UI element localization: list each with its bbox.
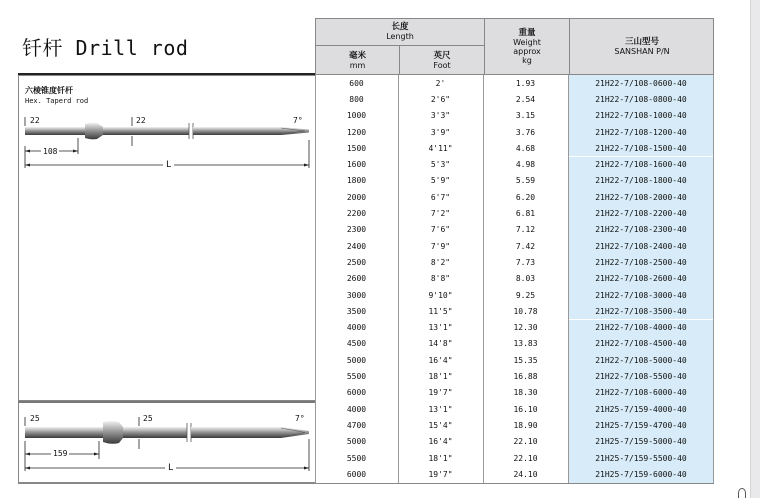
mm-cell: 2300 bbox=[346, 225, 367, 235]
mm-cell: 5500 bbox=[346, 453, 367, 463]
part-number-cell: 21H22-7/108-1000-40 bbox=[568, 108, 714, 124]
foot-cn-label: 英尺 bbox=[433, 50, 451, 61]
table-row bbox=[315, 352, 714, 368]
part-number-cell: 21H25-7/159-5000-40 bbox=[568, 434, 714, 450]
table-row bbox=[315, 287, 714, 303]
part-number-cell: 21H22-7/108-1200-40 bbox=[568, 124, 714, 140]
foot-cell: 16'4" bbox=[428, 355, 453, 365]
part-number-cell: 21H22-7/108-6000-40 bbox=[568, 385, 714, 401]
table-row bbox=[315, 189, 714, 205]
page-title-cell bbox=[18, 18, 315, 75]
part-number-cell: 21H22-7/108-0800-40 bbox=[568, 91, 714, 107]
weight-cell: 16.88 bbox=[513, 372, 538, 382]
part-number-cell: 21H25-7/159-4700-40 bbox=[568, 417, 714, 433]
model-header bbox=[570, 19, 714, 75]
foot-cell: 2' bbox=[435, 78, 446, 88]
part-number-cell: 21H22-7/108-4000-40 bbox=[568, 320, 714, 336]
weight-unit-label: kg bbox=[522, 56, 532, 65]
table-row bbox=[315, 336, 714, 352]
table-row bbox=[315, 401, 714, 417]
table-row bbox=[315, 108, 714, 124]
table-row bbox=[315, 205, 714, 221]
weight-cell: 6.20 bbox=[515, 192, 536, 202]
table-row bbox=[315, 238, 714, 254]
foot-cell: 7'6" bbox=[430, 225, 451, 235]
product2-angle: 7° bbox=[295, 414, 305, 423]
mm-cn-label: 毫米 bbox=[348, 50, 366, 61]
table-row bbox=[315, 222, 714, 238]
table-row bbox=[315, 320, 714, 336]
weight-cell: 18.90 bbox=[513, 421, 538, 431]
table-row bbox=[315, 271, 714, 287]
table-row bbox=[315, 75, 714, 91]
mm-cell: 1800 bbox=[346, 176, 367, 186]
part-number-cell: 21H22-7/108-2300-40 bbox=[568, 222, 714, 238]
mm-cell: 5500 bbox=[346, 372, 367, 382]
product2-dia-mid: 25 bbox=[143, 414, 153, 423]
part-number-cell: 21H22-7/108-2400-40 bbox=[568, 238, 714, 254]
foot-cell: 4'11" bbox=[428, 143, 453, 153]
foot-en-label: Foot bbox=[433, 60, 451, 70]
weight-cell: 22.10 bbox=[513, 453, 538, 463]
weight-cell: 1.93 bbox=[515, 78, 536, 88]
mm-cell: 1000 bbox=[346, 111, 367, 121]
foot-cell: 18'1" bbox=[428, 453, 453, 463]
foot-cell: 11'5" bbox=[428, 306, 453, 316]
mm-cell: 4000 bbox=[346, 404, 367, 414]
mm-cell: 5000 bbox=[346, 355, 367, 365]
weight-cell: 6.81 bbox=[515, 209, 536, 219]
weight-approx-label: approx bbox=[513, 47, 541, 56]
weight-cell: 7.42 bbox=[515, 241, 536, 251]
foot-cell: 18'1" bbox=[428, 372, 453, 382]
product1-name-cn: 六棱锥度钎杆 bbox=[25, 86, 73, 95]
mm-cell: 5000 bbox=[346, 437, 367, 447]
table-row bbox=[315, 173, 714, 189]
mm-cell: 2000 bbox=[346, 192, 367, 202]
product1-dia-mid: 22 bbox=[136, 116, 146, 125]
weight-cell: 22.10 bbox=[513, 437, 538, 447]
foot-cell: 16'4" bbox=[428, 437, 453, 447]
scrollbar-track[interactable] bbox=[750, 0, 760, 498]
product2-shank: 159 bbox=[53, 449, 68, 458]
table-row bbox=[315, 417, 714, 433]
foot-cell: 13'1" bbox=[428, 323, 453, 333]
product1-length-label: L bbox=[163, 160, 174, 170]
mm-cell: 6000 bbox=[346, 470, 367, 480]
weight-cell: 13.83 bbox=[513, 339, 538, 349]
foot-cell: 13'1" bbox=[428, 404, 453, 414]
foot-header bbox=[400, 46, 484, 75]
weight-cell: 18.30 bbox=[513, 388, 538, 398]
table-row bbox=[315, 124, 714, 140]
foot-cell: 8'8" bbox=[430, 274, 451, 284]
mm-cell: 4700 bbox=[346, 421, 367, 431]
product2-length-label: L bbox=[165, 463, 176, 473]
table-header bbox=[18, 18, 714, 75]
foot-cell: 19'7" bbox=[428, 388, 453, 398]
foot-cell: 3'9" bbox=[430, 127, 451, 137]
weight-cell: 2.54 bbox=[515, 94, 536, 104]
mm-cell: 1500 bbox=[346, 143, 367, 153]
weight-cell: 7.12 bbox=[515, 225, 536, 235]
mm-cell: 1200 bbox=[346, 127, 367, 137]
foot-cell: 9'10" bbox=[428, 290, 453, 300]
weight-cell: 4.68 bbox=[515, 143, 536, 153]
foot-cell: 8'2" bbox=[430, 257, 451, 267]
part-number-cell: 21H22-7/108-1600-40 bbox=[568, 157, 714, 173]
part-number-cell: 21H22-7/108-5500-40 bbox=[568, 368, 714, 384]
model-en-label: SANSHAN P/N bbox=[614, 47, 670, 56]
table-row bbox=[315, 450, 714, 466]
weight-cell: 24.10 bbox=[513, 470, 538, 480]
part-number-cell: 21H22-7/108-1500-40 bbox=[568, 140, 714, 156]
part-number-cell: 21H22-7/108-2500-40 bbox=[568, 254, 714, 270]
mm-cell: 2600 bbox=[346, 274, 367, 284]
weight-cell: 9.25 bbox=[515, 290, 536, 300]
weight-en-label: Weight bbox=[513, 38, 541, 47]
part-number-cell: 21H22-7/108-1800-40 bbox=[568, 173, 714, 189]
header-columns bbox=[315, 18, 714, 75]
model-cn-label: 三山型号 bbox=[624, 37, 659, 47]
part-number-cell: 21H25-7/159-4000-40 bbox=[568, 401, 714, 417]
product1-angle: 7° bbox=[293, 116, 303, 125]
foot-cell: 2'6" bbox=[430, 94, 451, 104]
mm-cell: 4500 bbox=[346, 339, 367, 349]
weight-cell: 7.73 bbox=[515, 257, 536, 267]
foot-cell: 14'8" bbox=[428, 339, 453, 349]
product1-shank: 108 bbox=[43, 147, 58, 156]
table-row bbox=[315, 140, 714, 156]
part-number-cell: 21H22-7/108-3500-40 bbox=[568, 303, 714, 319]
part-number-cell: 21H22-7/108-3000-40 bbox=[568, 287, 714, 303]
mm-cell: 2200 bbox=[346, 209, 367, 219]
weight-cell: 3.15 bbox=[515, 111, 536, 121]
part-number-cell: 21H25-7/159-6000-40 bbox=[568, 467, 714, 483]
foot-cell: 7'9" bbox=[430, 241, 451, 251]
length-header bbox=[316, 19, 484, 45]
table-row bbox=[315, 303, 714, 319]
table-row bbox=[315, 385, 714, 401]
length-en-label: Length bbox=[386, 32, 414, 41]
product2-dia-left: 25 bbox=[30, 414, 40, 423]
table-row bbox=[315, 157, 714, 173]
mm-cell: 3500 bbox=[346, 306, 367, 316]
page-corner-mark bbox=[738, 488, 746, 498]
part-number-cell: 21H22-7/108-2200-40 bbox=[568, 205, 714, 221]
product1-name-en: Hex. Taperd rod bbox=[25, 97, 89, 105]
part-number-cell: 21H22-7/108-5000-40 bbox=[568, 352, 714, 368]
mm-cell: 2400 bbox=[346, 241, 367, 251]
foot-cell: 19'7" bbox=[428, 470, 453, 480]
weight-cell: 16.10 bbox=[513, 404, 538, 414]
mm-cell: 800 bbox=[349, 94, 364, 104]
product1-dia-left: 22 bbox=[30, 116, 40, 125]
table-row bbox=[315, 467, 714, 483]
part-number-cell: 21H25-7/159-5500-40 bbox=[568, 450, 714, 466]
part-number-cell: 21H22-7/108-2000-40 bbox=[568, 189, 714, 205]
mm-cell: 2500 bbox=[346, 257, 367, 267]
weight-cn-label: 重量 bbox=[518, 28, 536, 38]
table-row bbox=[315, 254, 714, 270]
product1-panel bbox=[18, 75, 315, 401]
foot-cell: 5'3" bbox=[430, 160, 451, 170]
mm-header bbox=[316, 46, 399, 75]
weight-cell: 10.78 bbox=[513, 306, 538, 316]
weight-cell: 4.98 bbox=[515, 160, 536, 170]
mm-cell: 1600 bbox=[346, 160, 367, 170]
product2-panel bbox=[18, 401, 315, 483]
mm-cell: 6000 bbox=[346, 388, 367, 398]
page-title: 钎杆 Drill rod bbox=[22, 36, 189, 60]
mm-cell: 3000 bbox=[346, 290, 367, 300]
weight-header bbox=[485, 19, 569, 75]
part-number-cell: 21H22-7/108-4500-40 bbox=[568, 336, 714, 352]
table-row bbox=[315, 434, 714, 450]
foot-cell: 5'9" bbox=[430, 176, 451, 186]
mm-cell: 600 bbox=[349, 78, 364, 88]
weight-cell: 8.03 bbox=[515, 274, 536, 284]
foot-cell: 7'2" bbox=[430, 209, 451, 219]
foot-cell: 3'3" bbox=[430, 111, 451, 121]
table-row bbox=[315, 368, 714, 384]
mm-cell: 4000 bbox=[346, 323, 367, 333]
part-number-cell: 21H22-7/108-0600-40 bbox=[568, 75, 714, 91]
part-number-cell: 21H22-7/108-2600-40 bbox=[568, 271, 714, 287]
length-cn-label: 长度 bbox=[391, 22, 409, 32]
foot-cell: 6'7" bbox=[430, 192, 451, 202]
table-row bbox=[315, 91, 714, 107]
foot-cell: 15'4" bbox=[428, 421, 453, 431]
weight-cell: 12.30 bbox=[513, 323, 538, 333]
mm-en-label: mm bbox=[349, 60, 366, 70]
weight-cell: 5.59 bbox=[515, 176, 536, 186]
weight-cell: 15.35 bbox=[513, 355, 538, 365]
weight-cell: 3.76 bbox=[515, 127, 536, 137]
